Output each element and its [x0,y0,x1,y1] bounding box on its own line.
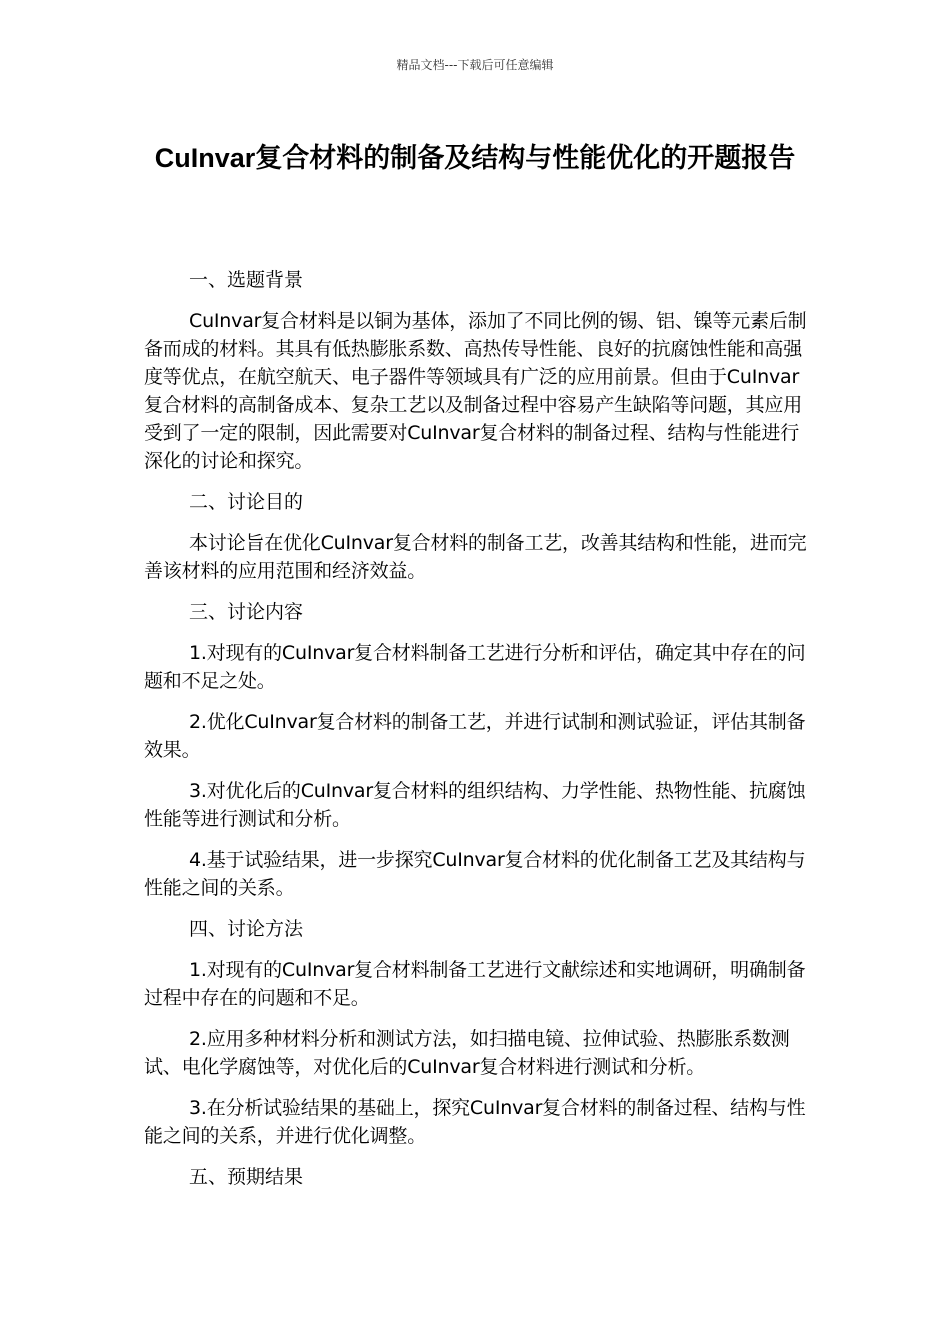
list-item: 4.基于试验结果，进一步探究CuInvar复合材料的优化制备工艺及其结构与性能之间的关系。 [144,849,806,899]
list-item: 3.对优化后的CuInvar复合材料的组织结构、力学性能、热物性能、抗腐蚀性能等进行测试和分析。 [144,780,806,830]
paragraph: CuInvar复合材料是以铜为基体，添加了不同比例的锡、铝、镍等元素后制备而成的材料。其具有低热膨胀系数、高热传导性能、良好的抗腐蚀性能和高强度等优点，在航空航天、电子器件等领域具有广泛的应用前景。但由于CuInvar复合材料的高制备成本、复杂工艺以及制备过程中容易产生缺陷等问题，其应用受到了一定的限制，因此需要对CuInvar复合材料的制备过程、结构与性能进行深化的讨论和探究。 [144,310,807,472]
list-item: 1.对现有的CuInvar复合材料制备工艺进行分析和评估，确定其中存在的问题和不足之处。 [144,642,806,692]
paragraph: 本讨论旨在优化CuInvar复合材料的制备工艺，改善其结构和性能，进而完善该材料的应用范围和经济效益。 [144,532,807,582]
section-heading: 三、讨论内容 [189,601,304,623]
section-heading: 一、选题背景 [189,269,304,291]
page-header: 精品文档---下载后可任意编辑 [396,58,554,72]
section-heading: 二、讨论目的 [189,491,304,513]
document-title: CuInvar复合材料的制备及结构与性能优化的开题报告 [154,143,796,173]
section-heading: 四、讨论方法 [189,918,304,940]
list-item: 3.在分析试验结果的基础上，探究CuInvar复合材料的制备过程、结构与性能之间的关系，并进行优化调整。 [144,1097,806,1147]
list-item: 2.优化CuInvar复合材料的制备工艺，并进行试制和测试验证，评估其制备效果。 [144,711,806,761]
list-item: 1.对现有的CuInvar复合材料制备工艺进行文献综述和实地调研，明确制备过程中存在的问题和不足。 [144,959,806,1009]
list-item: 2.应用多种材料分析和测试方法，如扫描电镜、拉伸试验、热膨胀系数测试、电化学腐蚀等，对优化后的CuInvar复合材料进行测试和分析。 [144,1028,790,1078]
document-body [144,266,808,1204]
section-heading: 五、预期结果 [189,1166,304,1188]
